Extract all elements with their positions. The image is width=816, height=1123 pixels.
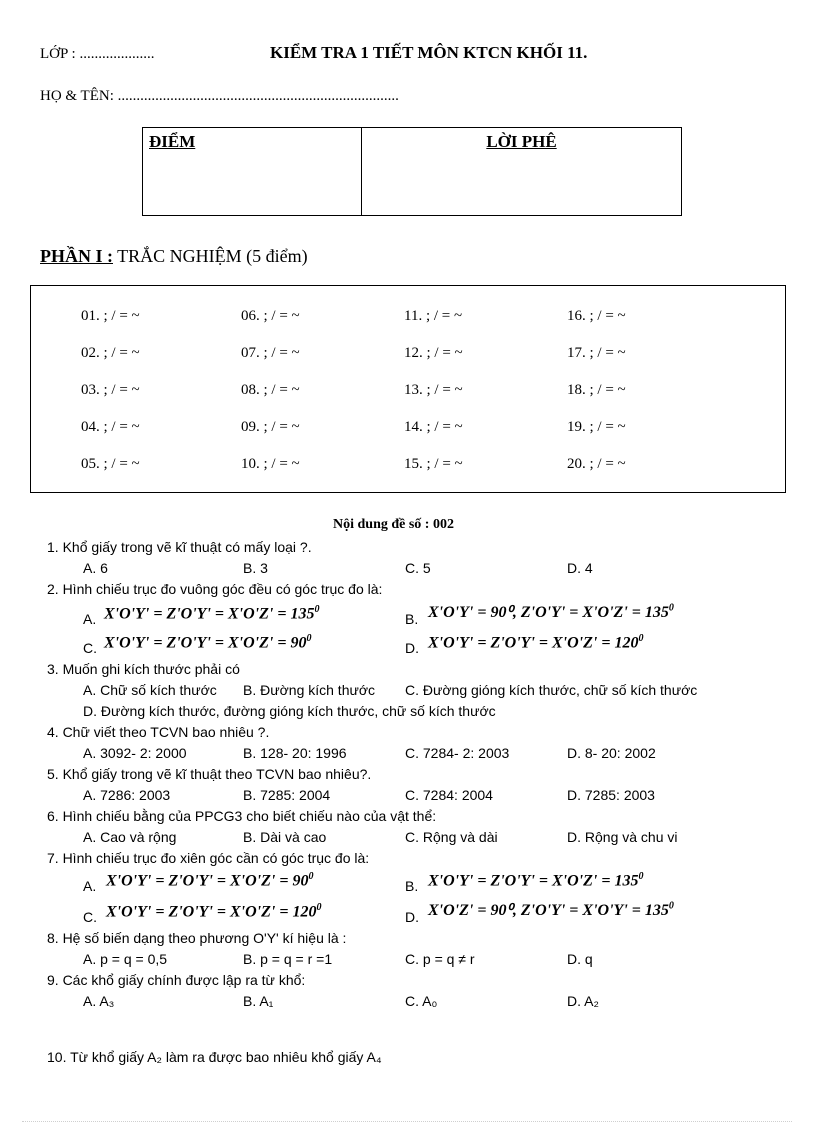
name-label: HỌ & TÊN: ........................................................................... [40, 88, 399, 104]
q9-option-b: B. A₁ [243, 993, 274, 1009]
q1-option-c: C. 5 [405, 560, 431, 576]
q7-formula-c-text: X'O'Y' = Z'O'Y' = X'O'Z' = 120 [106, 903, 317, 921]
q3-option-b: B. Đường kích thước [243, 682, 376, 698]
answer-row: 13. ; / = ~ [404, 382, 463, 398]
q4-option-b: B. 128- 20: 1996 [243, 745, 347, 761]
answer-row: 09. ; / = ~ [241, 419, 300, 435]
question-5: 5. Khổ giấy trong vẽ kĩ thuật theo TCVN bao nhiêu?. [47, 766, 372, 782]
q3-option-d: D. Đường kích thước, đường gióng kích thước, chữ số kích thước [83, 703, 496, 719]
q3-option-c: C. Đường gióng kích thước, chữ số kích thước [405, 682, 698, 698]
q4-option-d: D. 8- 20: 2002 [567, 745, 656, 761]
q5-option-c: C. 7284: 2004 [405, 787, 493, 803]
q8-option-d: D. q [567, 951, 593, 967]
answer-row: 07. ; / = ~ [241, 345, 300, 361]
q8-option-b: B. p = q = r =1 [243, 951, 333, 967]
q6-option-d: D. Rộng và chu vi [567, 829, 678, 845]
q2-formula-c-sup: 0 [306, 633, 312, 644]
answer-row: 08. ; / = ~ [241, 382, 300, 398]
q8-option-a: A. p = q = 0,5 [83, 951, 168, 967]
exam-title: KIỂM TRA 1 TIẾT MÔN KTCN KHỐI 11. [270, 43, 588, 62]
answer-row: 04. ; / = ~ [81, 419, 140, 435]
answer-row: 14. ; / = ~ [404, 419, 463, 435]
question-10: 10. Từ khổ giấy A₂ làm ra được bao nhiêu khổ giấy A₄ [47, 1049, 382, 1065]
answer-row: 05. ; / = ~ [81, 456, 140, 472]
answer-row: 03. ; / = ~ [81, 382, 140, 398]
q7-formula-a-text: X'O'Y' = Z'O'Y' = X'O'Z' = 90 [106, 872, 309, 890]
answer-row: 15. ; / = ~ [404, 456, 463, 472]
question-4: 4. Chữ viết theo TCVN bao nhiêu ?. [47, 724, 270, 740]
q1-option-b: B. 3 [243, 560, 268, 576]
q2-formula-a-sup: 0 [314, 604, 320, 615]
question-9: 9. Các khổ giấy chính được lập ra từ khổ: [47, 972, 306, 988]
score-cell: ĐIỂM [143, 128, 362, 215]
question-8: 8. Hệ số biến dạng theo phương O'Y' kí hiệu là : [47, 930, 347, 946]
q7-option-b: B. [405, 878, 419, 894]
answer-sheet [30, 285, 786, 493]
q2-formula-c-text: X'O'Y' = Z'O'Y' = X'O'Z' = 90 [104, 634, 307, 652]
q7-option-d: D. [405, 909, 419, 925]
q7-formula-b-text: X'O'Y' = Z'O'Y' = X'O'Z' = 135 [428, 872, 639, 890]
q7-formula-c [106, 902, 321, 921]
q6-option-a: A. Cao và rộng [83, 829, 177, 845]
answer-row: 10. ; / = ~ [241, 456, 300, 472]
q2-formula-c [104, 633, 311, 652]
q2-option-c: C. [83, 640, 97, 656]
answer-row: 01. ; / = ~ [81, 308, 140, 324]
content-title: Nội dung đề số : 002 [333, 517, 454, 532]
answer-row: 02. ; / = ~ [81, 345, 140, 361]
section-title-rest: TRẮC NGHIỆM (5 điểm) [113, 246, 308, 266]
section-title [40, 246, 308, 267]
q7-formula-a-sup: 0 [308, 871, 314, 882]
q1-option-d: D. 4 [567, 560, 593, 576]
q2-formula-a-text: X'O'Y' = Z'O'Y' = X'O'Z' = 135 [104, 605, 315, 623]
q7-formula-d-sup: 0 [668, 900, 674, 912]
q5-option-a: A. 7286: 2003 [83, 787, 171, 803]
question-1: 1. Khổ giấy trong vẽ kĩ thuật có mấy loại ?. [47, 539, 312, 555]
q7-option-c: C. [83, 909, 97, 925]
answer-row: 16. ; / = ~ [567, 308, 626, 324]
answer-row: 20. ; / = ~ [567, 456, 626, 472]
question-3: 3. Muốn ghi kích thước phải có [47, 661, 240, 677]
q7-formula-a [106, 871, 313, 890]
answer-row: 06. ; / = ~ [241, 308, 300, 324]
q4-option-a: A. 3092- 2: 2000 [83, 745, 187, 761]
q7-formula-c-sup: 0 [316, 902, 322, 913]
answer-row: 19. ; / = ~ [567, 419, 626, 435]
q6-option-b: B. Dài và cao [243, 829, 327, 845]
footer-divider [22, 1121, 792, 1122]
q7-formula-d [428, 900, 674, 920]
q7-formula-b-sup: 0 [638, 871, 644, 882]
answer-row: 12. ; / = ~ [404, 345, 463, 361]
answer-row: 18. ; / = ~ [567, 382, 626, 398]
grade-table [142, 127, 682, 216]
q2-formula-d-sup: 0 [638, 633, 644, 644]
q9-option-d: D. A₂ [567, 993, 599, 1009]
q2-formula-b-text: X'O'Y' = 90⁰, Z'O'Y' = X'O'Z' = 135 [428, 604, 669, 621]
q2-option-a: A. [83, 611, 97, 627]
q2-formula-a [104, 604, 319, 623]
q2-option-d: D. [405, 640, 419, 656]
q1-option-a: A. 6 [83, 560, 108, 576]
q9-option-a: A. A₃ [83, 993, 115, 1009]
q7-formula-b [428, 871, 643, 890]
q7-formula-d-text: X'O'Z' = 90⁰, Z'O'Y' = X'O'Y' = 135 [428, 902, 669, 919]
answer-row: 11. ; / = ~ [404, 308, 463, 324]
q9-option-c: C. A₀ [405, 993, 438, 1009]
answer-row: 17. ; / = ~ [567, 345, 626, 361]
q6-option-c: C. Rộng và dài [405, 829, 498, 845]
q3-option-a: A. Chữ số kích thước [83, 682, 217, 698]
question-2: 2. Hình chiếu trục đo vuông góc đều có góc trục đo là: [47, 581, 383, 597]
q2-formula-d [428, 633, 643, 652]
q5-option-d: D. 7285: 2003 [567, 787, 655, 803]
q2-formula-b-sup: 0 [668, 602, 674, 614]
q2-formula-b [428, 602, 674, 622]
question-6: 6. Hình chiếu bằng của PPCG3 cho biết chiếu nào của vật thể: [47, 808, 437, 824]
q8-option-c: C. p = q ≠ r [405, 951, 475, 967]
q4-option-c: C. 7284- 2: 2003 [405, 745, 510, 761]
q2-option-b: B. [405, 611, 419, 627]
question-7: 7. Hình chiếu trục đo xiên góc cần có góc trục đo là: [47, 850, 370, 866]
q5-option-b: B. 7285: 2004 [243, 787, 331, 803]
section-title-prefix: PHẦN I : [40, 246, 113, 266]
q7-option-a: A. [83, 878, 97, 894]
comment-cell: LỜI PHÊ [486, 132, 557, 151]
class-label: LỚP : .................... [40, 46, 155, 62]
q2-formula-d-text: X'O'Y' = Z'O'Y' = X'O'Z' = 120 [428, 634, 639, 652]
